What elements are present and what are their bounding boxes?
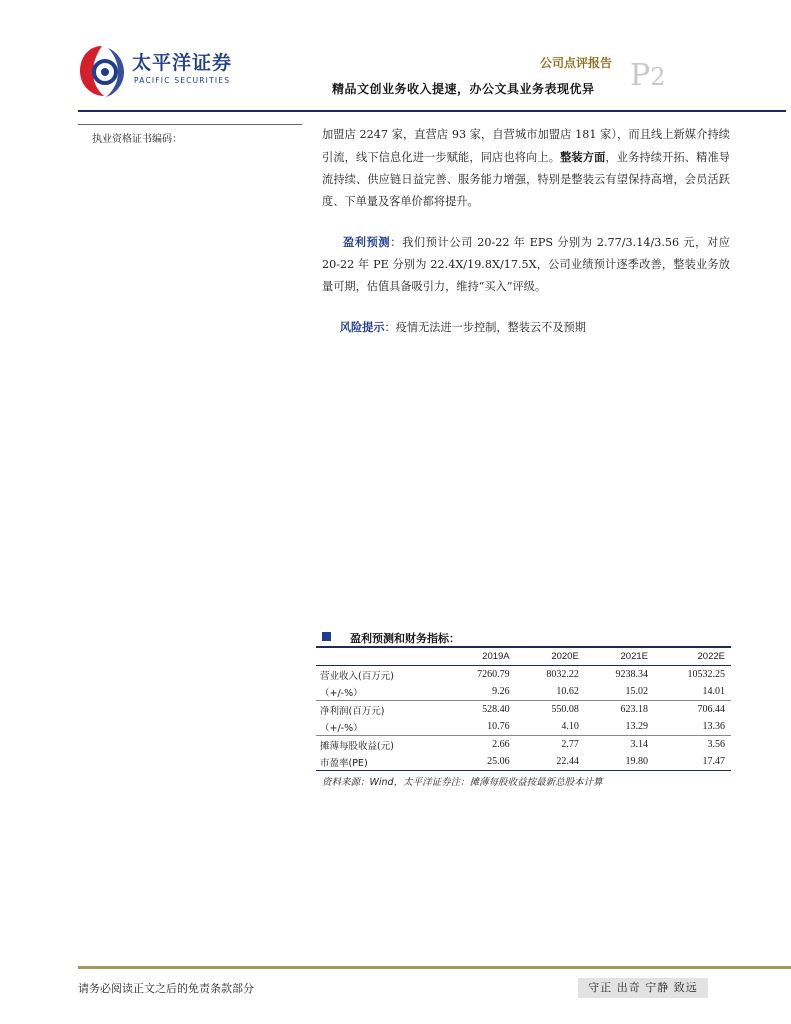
table-cell: 13.36 [702,721,725,732]
brand-name-en: PACIFIC SECURITIES [134,76,231,85]
table-row [316,718,731,736]
table-cell: 15.02 [625,686,648,697]
table-cell: 19.80 [625,756,648,767]
paragraph-store-expansion [322,124,730,213]
row-label: 净利润(百万元) [320,705,385,717]
row-label: 营业收入(百万元) [320,670,394,682]
para1-keyword: 整装方面 [560,150,606,164]
para1-text-a: 加盟店 2247 家，直营店 93 家，自营城市加盟店 181 家），而且线上新媒介持续引流，线下信息化进一步赋能，同店也将向上。 [322,128,730,164]
report-title: 精品文创业务收入提速，办公文具业务表现优异 [332,82,595,96]
paragraph-earnings-forecast [322,231,730,298]
table-cell: 550.08 [551,704,579,715]
column-header: 2021E [620,651,648,662]
row-label: （+/-%） [320,722,363,734]
table-cell: 623.18 [620,704,648,715]
table-cell: 10532.25 [687,669,725,680]
table-title: 盈利预测和财务指标： [350,632,460,645]
table-cell: 13.29 [625,721,648,732]
table-cell: 17.47 [702,756,725,767]
footer-divider [78,966,791,969]
table-cell: 2.66 [492,739,510,750]
table-cell: 14.01 [702,686,725,697]
table-cell: 3.56 [707,739,725,750]
footer-disclaimer: 请务必阅读正文之后的免责条款部分 [78,982,254,995]
row-label: 市盈率(PE) [320,757,368,769]
column-header [316,647,446,666]
table-cell: 22.44 [556,756,579,767]
company-logo [78,44,308,100]
para2-keyword: 盈利预测 [342,235,391,249]
table-cell: 706.44 [697,704,725,715]
table-cell: 8032.22 [546,669,579,680]
table-row [316,736,731,754]
table-row [316,753,731,771]
page-letter: P [630,58,651,93]
row-label: （+/-%） [320,687,363,699]
table-cell: 3.14 [630,739,648,750]
para3-keyword: 风险提示 [339,320,385,334]
table-row [316,683,731,701]
footer-motto: 守正 出奇 宁静 致远 [578,978,708,998]
page-num: 2 [650,63,666,91]
table-cell: 25.06 [487,756,510,767]
table-cell: 9.26 [492,686,510,697]
table-heading [322,630,732,644]
column-header: 2022E [697,651,725,662]
square-bullet-icon [322,632,331,641]
table-cell: 2.77 [561,739,579,750]
table-cell: 9238.34 [615,669,648,680]
main-body [322,124,730,357]
row-label: 摊薄每股收益(元) [320,740,394,752]
table-cell: 528.40 [482,704,510,715]
cert-label: 执业资格证书编码： [92,134,182,145]
financial-table [316,646,731,771]
brand-name-cn: 太平洋证券 [132,52,233,74]
table-row [316,701,731,719]
report-type: 公司点评报告 [540,56,613,70]
page-number [630,58,665,93]
table-cell: 4.10 [561,721,579,732]
table-source-note: 资料来源：Wind，太平洋证券注：摊薄每股收益按最新总股本计算 [322,777,603,788]
para3-text: ：疫情无法进一步控制，整装云不及预期 [384,321,586,334]
header-divider [78,110,786,112]
sidebar-divider [78,124,302,125]
column-header: 2020E [551,651,579,662]
para1-text-b: ，业务持续开拓、精准导流持续、供应链日益完善、服务能力增强，特别是整装云有望保持高增，会员活跃度、下单量及客单价都将提升。 [322,151,730,208]
table-cell: 10.76 [487,721,510,732]
table-cell: 10.62 [556,686,579,697]
table-header-row [316,647,731,666]
column-header: 2019A [482,651,510,662]
para2-text: ：我们预计公司 20-22 年 EPS 分别为 2.77/3.14/3.56 元，对应 20-22 年 PE 分别为 22.4X/19.8X/17.5X，公司业绩预计逐季改善，整装业务放量可期，估值具备吸引力，维持“买入”评级。 [322,236,730,293]
paragraph-risk [322,316,730,339]
table-cell: 7260.79 [477,669,510,680]
pacific-securities-logo-icon [78,44,126,98]
table-row [316,666,731,684]
